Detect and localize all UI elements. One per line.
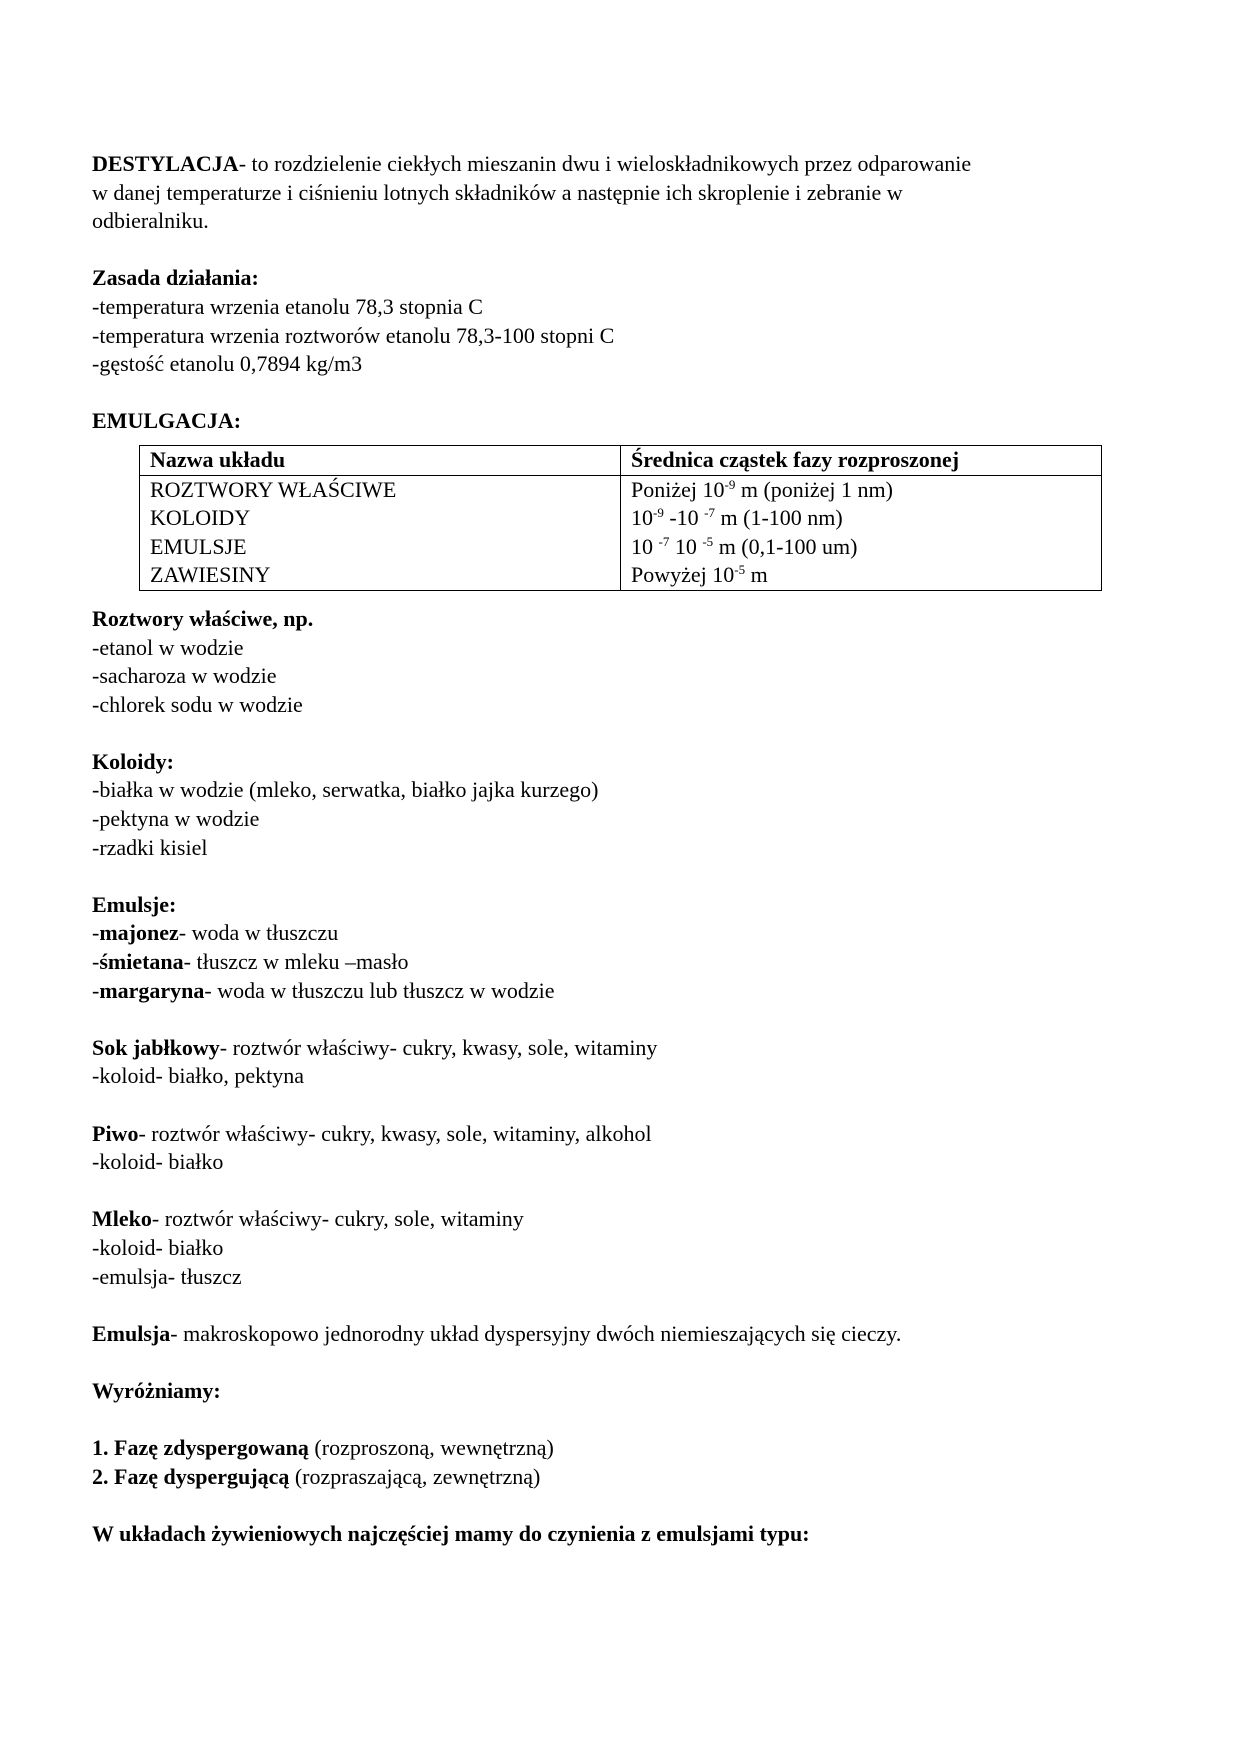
list-item: -etanol w wodzie <box>92 634 244 660</box>
emulgacja-heading: EMULGACJA: <box>92 408 242 434</box>
zasada-heading: Zasada działania: <box>92 265 259 291</box>
dispersion-table <box>139 445 1102 591</box>
koloidy-heading: Koloidy: <box>92 748 174 774</box>
table-cell-name: ZAWIESINY <box>140 561 621 590</box>
table-cell-diameter: Powyżej $10^{-5}$ m <box>621 561 1102 590</box>
table-cell-diameter: 10 $^{-7}$ 10 $^{-5}$ m (0,1-100 um) <box>621 533 1102 562</box>
table-cell-name: KOLOIDY <box>140 504 621 533</box>
table-row <box>140 561 1102 590</box>
emulsja-definition: Emulsja- makroskopowo jednorodny układ dyspersyjny dwóch niemieszających się cieczy. <box>92 1320 902 1346</box>
faza-item: 2. Fazę dyspergującą (rozpraszającą, zewnętrzną) <box>92 1463 541 1489</box>
document-page <box>92 150 1102 1549</box>
table-header-row <box>140 445 1102 475</box>
list-item: -margaryna- woda w tłuszczu lub tłuszcz w wodzie <box>92 977 555 1003</box>
list-item: -temperatura wrzenia roztworów etanolu 78,3-100 stopni C <box>92 322 615 348</box>
sok-line: Sok jabłkowy- roztwór właściwy- cukry, kwasy, sole, witaminy <box>92 1034 658 1060</box>
list-item: -koloid- białko <box>92 1234 224 1260</box>
list-item: -temperatura wrzenia etanolu 78,3 stopnia C <box>92 293 483 319</box>
piwo-line: Piwo- roztwór właściwy- cukry, kwasy, sole, witaminy, alkohol <box>92 1120 652 1146</box>
table-cell-diameter: $10^{-9}$ -10 $^{-7}$ m (1-100 nm) <box>621 504 1102 533</box>
destylacja-line-1: DESTYLACJA- to rozdzielenie ciekłych mieszanin dwu i wieloskładnikowych przez odparowanie <box>92 151 972 176</box>
table-cell-diameter: Poniżej $10^{-9}$ m (poniżej 1 nm) <box>621 475 1102 504</box>
list-item: -białka w wodzie (mleko, serwatka, białko jajka kurzego) <box>92 777 599 803</box>
final-heading: W układach żywieniowych najczęściej mamy do czynienia z emulsjami typu: <box>92 1520 810 1546</box>
destylacja-line-2: w danej temperaturze i ciśnieniu lotnych składników a następnie ich skroplenie i zebranie w <box>92 179 903 205</box>
table-row <box>140 533 1102 562</box>
table-row <box>140 504 1102 533</box>
destylacja-line-3: odbieralniku. <box>92 208 209 234</box>
list-item: -sacharoza w wodzie <box>92 663 277 689</box>
list-item: -chlorek sodu w wodzie <box>92 691 303 717</box>
mleko-line: Mleko- roztwór właściwy- cukry, sole, witaminy <box>92 1206 524 1232</box>
faza-item: 1. Fazę zdyspergowaną (rozproszoną, wewnętrzną) <box>92 1435 554 1461</box>
roztwory-heading: Roztwory właściwe, np. <box>92 605 314 631</box>
list-item: -koloid- białko, pektyna <box>92 1063 305 1089</box>
list-item: -gęstość etanolu 0,7894 kg/m3 <box>92 351 363 377</box>
list-item: -majonez- woda w tłuszczu <box>92 920 339 946</box>
emulsje-heading: Emulsje: <box>92 891 177 917</box>
list-item: -śmietana- tłuszcz w mleku –masło <box>92 949 409 975</box>
list-item: -koloid- białko <box>92 1149 224 1175</box>
list-item: -rzadki kisiel <box>92 834 208 860</box>
list-item: -pektyna w wodzie <box>92 806 260 832</box>
table-cell-name: EMULSJE <box>140 533 621 562</box>
table-header-diameter: Średnica cząstek fazy rozproszonej <box>621 445 1102 475</box>
table-row <box>140 475 1102 504</box>
table-header-name: Nazwa układu <box>140 445 621 475</box>
table-cell-name: ROZTWORY WŁAŚCIWE <box>140 475 621 504</box>
list-item: -emulsja- tłuszcz <box>92 1263 242 1289</box>
wyrozniamy-heading: Wyróżniamy: <box>92 1377 221 1403</box>
destylacja-term: DESTYLACJA <box>92 151 239 176</box>
